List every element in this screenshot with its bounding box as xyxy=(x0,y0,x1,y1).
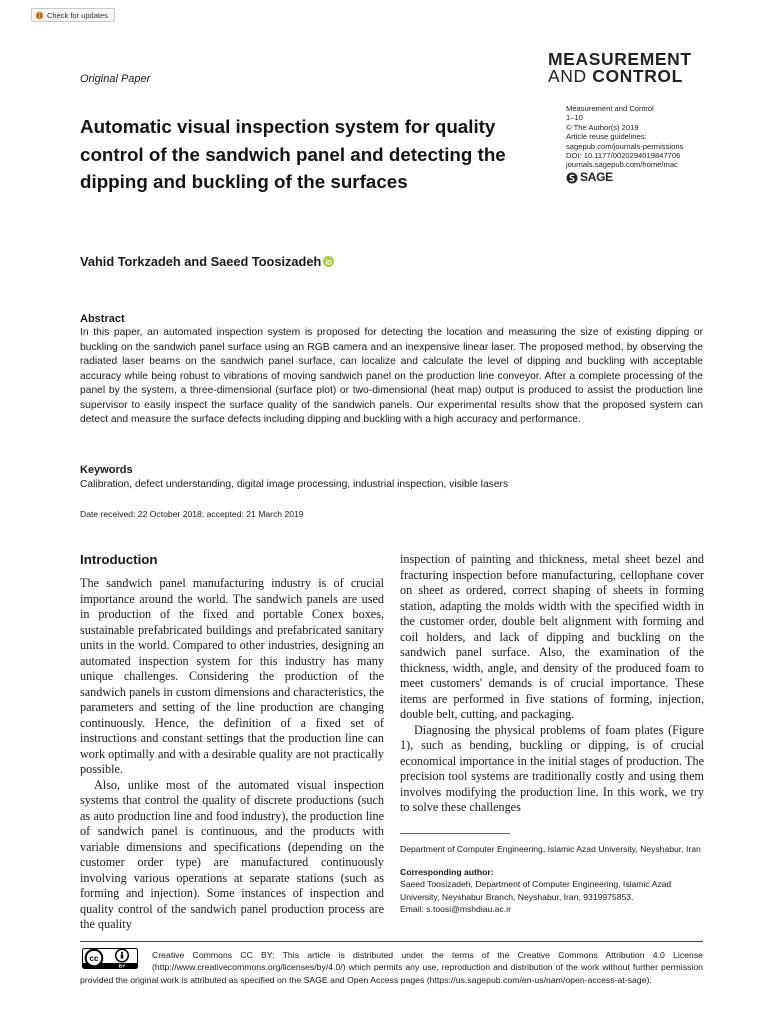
check-for-updates-button[interactable] xyxy=(31,8,115,22)
keywords-text: Calibration, defect understanding, digital image processing, industrial inspection, visible lasers xyxy=(80,479,509,490)
footnotes xyxy=(400,843,704,916)
right-column xyxy=(400,552,704,816)
orcid-icon[interactable] xyxy=(323,256,334,267)
left-column xyxy=(80,551,384,933)
cc-badge-by-label: BY xyxy=(118,964,126,969)
reuse-label: Article reuse guidelines: xyxy=(566,132,647,142)
intro-paragraph-2: Also, unlike most of the automated visual inspection systems that control the quality of discrete productions (such as auto production line and food industry), the production line of sandwich panel is continuous, and the products with variable dimensions and specifications (depending on the customer order type) are manufactured continuously involving various operations at separate stations (such as forming and injection). Some instances of inspection and quality control of the sandwich panel production process are the quality xyxy=(80,777,384,931)
license-text: Creative Commons CC BY: This article is distributed under the terms of the Creative Commons Attribution 4.0 License (http://www.creativecommons.org/licenses/by/4.0/) which permits any use, reproduction and distribution of the work without further permission provided the original work is attributed as specified on the SAGE and Open Access pages (https://us.sagepub.com/en-us/nam/open-access-at-sage). xyxy=(80,950,703,985)
copyright: © The Author(s) 2019 xyxy=(566,122,639,132)
license-divider xyxy=(80,941,703,942)
keywords-section xyxy=(80,463,703,492)
masthead-line2: AND CONTROL xyxy=(548,66,683,86)
corresponding-heading: Corresponding author: xyxy=(400,866,494,877)
abstract-section xyxy=(80,312,703,428)
corresponding-text: Saeed Toosizadeh, Department of Computer Engineering, Islamic Azad University, Neyshabur Branch, Neyshabur, Iran, 9319975853. xyxy=(400,879,672,902)
introduction-heading: Introduction xyxy=(80,552,158,567)
abstract-text: In this paper, an automated inspection system is proposed for detecting the location and measuring the size of existing dipping or buckling on the sandwich panel surface using an RGB camera and an inexpensive linear laser. The proposed method, by observing the radiated laser beams on the sandwich panel surface, can localize and calculate the level of dipping and buckling with acceptable accuracy while being robust to vibrations of moving sandwich panel on the production line conveyor. After a complete processing of the panel by the system, a three-dimensional (surface plot) or two-dimensional (heat map) output is produced to assist the production line supervisor to easily inspect the surface quality of the sandwich panels. Our experimental results show that the proposed system can detect and measure the surface defects including dipping and buckling with a high accuracy and performance. xyxy=(80,327,703,425)
page-range: 1–10 xyxy=(566,113,583,123)
doi-link[interactable]: DOI: 10.1177/0020294019847706 xyxy=(566,151,681,161)
check-updates-icon xyxy=(35,11,44,20)
sage-logo xyxy=(566,172,716,184)
author-line xyxy=(80,254,334,269)
check-updates-label: Check for updates xyxy=(47,10,108,20)
license-notice xyxy=(80,949,703,986)
journal-masthead xyxy=(548,51,708,85)
article-title: Automatic visual inspection system for quality control of the sandwich panel and detecting the dipping and buckling of the surfaces xyxy=(80,116,506,192)
author-names: Vahid Torkzadeh and Saeed Toosizadeh xyxy=(80,254,322,269)
svg-text:cc: cc xyxy=(89,953,99,963)
sage-logo-text: SAGE xyxy=(580,170,613,185)
journal-info xyxy=(566,104,716,184)
intro-paragraph-4: Diagnosing the physical problems of foam plates (Figure 1), such as bending, buckling or dipping, is of crucial economical importance in the initial stages of production. The precision tool systems are traditionally costly and using them involves modifying the production line. In this work, we try to solve these challenges xyxy=(400,722,704,814)
section-label: Original Paper xyxy=(80,73,151,85)
keywords-heading: Keywords xyxy=(80,464,133,476)
journal-name: Measurement and Control xyxy=(566,104,654,113)
affiliation: Department of Computer Engineering, Islamic Azad University, Neyshabur, Iran xyxy=(400,844,701,854)
reuse-link[interactable]: sagepub.com/journals-permissions xyxy=(566,141,684,151)
sage-logo-icon xyxy=(566,172,578,184)
date-received: Date received: 22 October 2018; accepted: 21 March 2019 xyxy=(80,509,304,519)
intro-paragraph-3: inspection of painting and thickness, metal sheet bezel and fracturing inspection before manufacturing, cellophane cover on sheet as ordered, correct shaping of sheets in forming station, adapting the molds width with the specified width in the customer order, double belt alignment with forming and coil holders, and lack of dipping and buckling on the sandwich panel surface. Also, the examination of the thickness, width, angle, and density of the produced foam to meet customers' demands is of crucial importance. These items are performed in five stations of forming, injection, double belt, cutting, and packaging. xyxy=(400,552,704,721)
masthead-line1: MEASUREMENT xyxy=(548,49,692,69)
corresponding-email[interactable]: Email: s.toosi@mshdiau.ac.ir xyxy=(400,904,511,914)
abstract-heading: Abstract xyxy=(80,313,125,325)
intro-paragraph-1: The sandwich panel manufacturing industry is of crucial importance around the world. The sandwich panels are used in production of the fixed and portable Conex boxes, sustainable prefabricated buildings and prefabricated sanitary units in the world. Compared to other industries, designing an automated inspection system for this industry has many unique challenges. Considering the production of the sandwich panels in custom dimensions and characteristics, the parameters and setting of the line production are changing continuously. Hence, the definition of a fixed set of instructions and constant settings that the production line can work optimally and with a desirable quality are not practically possible. xyxy=(80,576,384,776)
journal-homepage-link[interactable]: journals.sagepub.com/home/mac xyxy=(566,160,678,170)
footnote-divider xyxy=(400,833,510,834)
